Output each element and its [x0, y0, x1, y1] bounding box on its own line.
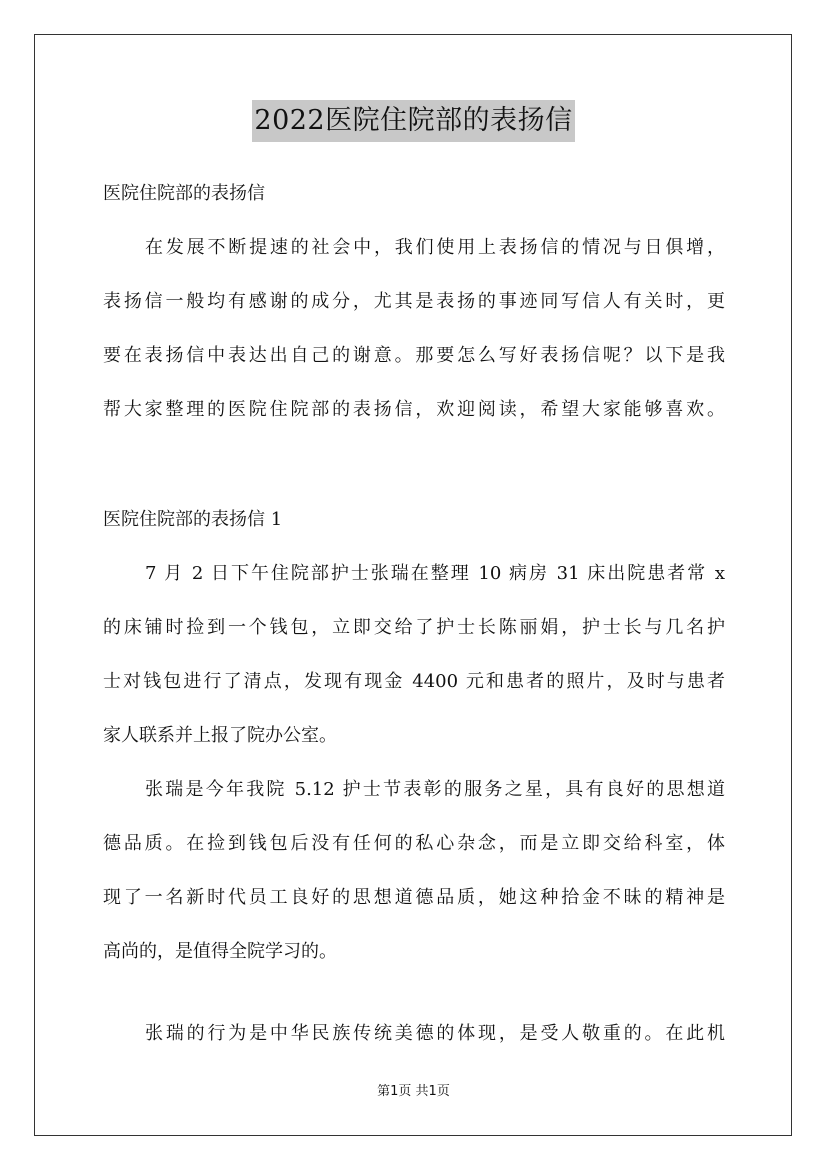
para1-line-4: 家人联系并上报了院办公室。 [103, 725, 337, 746]
para3-line-1: 张瑞的行为是中华民族传统美德的体现，是受人敬重的。在此机 [145, 1023, 725, 1044]
section-heading: 医院住院部的表扬信 1 [103, 509, 283, 530]
para2-line-4: 高尚的，是值得全院学习的。 [103, 941, 337, 962]
subheading: 医院住院部的表扬信 [103, 183, 265, 204]
para2-line-2: 德品质。在捡到钱包后没有任何的私心杂念，而是立即交给科室，体 [103, 833, 725, 854]
para1-line-3: 士对钱包进行了清点，发现有现金 4400 元和患者的照片，及时与患者 [103, 671, 725, 692]
para1-line-1: 7 月 2 日下午住院部护士张瑞在整理 10 病房 31 床出院患者常 x [145, 563, 725, 584]
intro-line-3: 要在表扬信中表达出自己的谢意。那要怎么写好表扬信呢？以下是我 [103, 345, 725, 366]
title-container [0, 100, 827, 142]
page-footer: 第1页 共1页 [377, 1084, 450, 1099]
document-title: 2022医院住院部的表扬信 [252, 100, 574, 142]
para2-line-3: 现了一名新时代员工良好的思想道德品质，她这种拾金不昧的精神是 [103, 887, 725, 908]
intro-line-4: 帮大家整理的医院住院部的表扬信，欢迎阅读，希望大家能够喜欢。 [103, 399, 725, 420]
intro-line-1: 在发展不断提速的社会中，我们使用上表扬信的情况与日俱增， [145, 237, 725, 258]
para1-line-2: 的床铺时捡到一个钱包，立即交给了护士长陈丽娟，护士长与几名护 [103, 617, 725, 638]
intro-line-2: 表扬信一般均有感谢的成分，尤其是表扬的事迹同写信人有关时，更 [103, 291, 725, 312]
para2-line-1: 张瑞是今年我院 5.12 护士节表彰的服务之星，具有良好的思想道 [145, 779, 725, 800]
